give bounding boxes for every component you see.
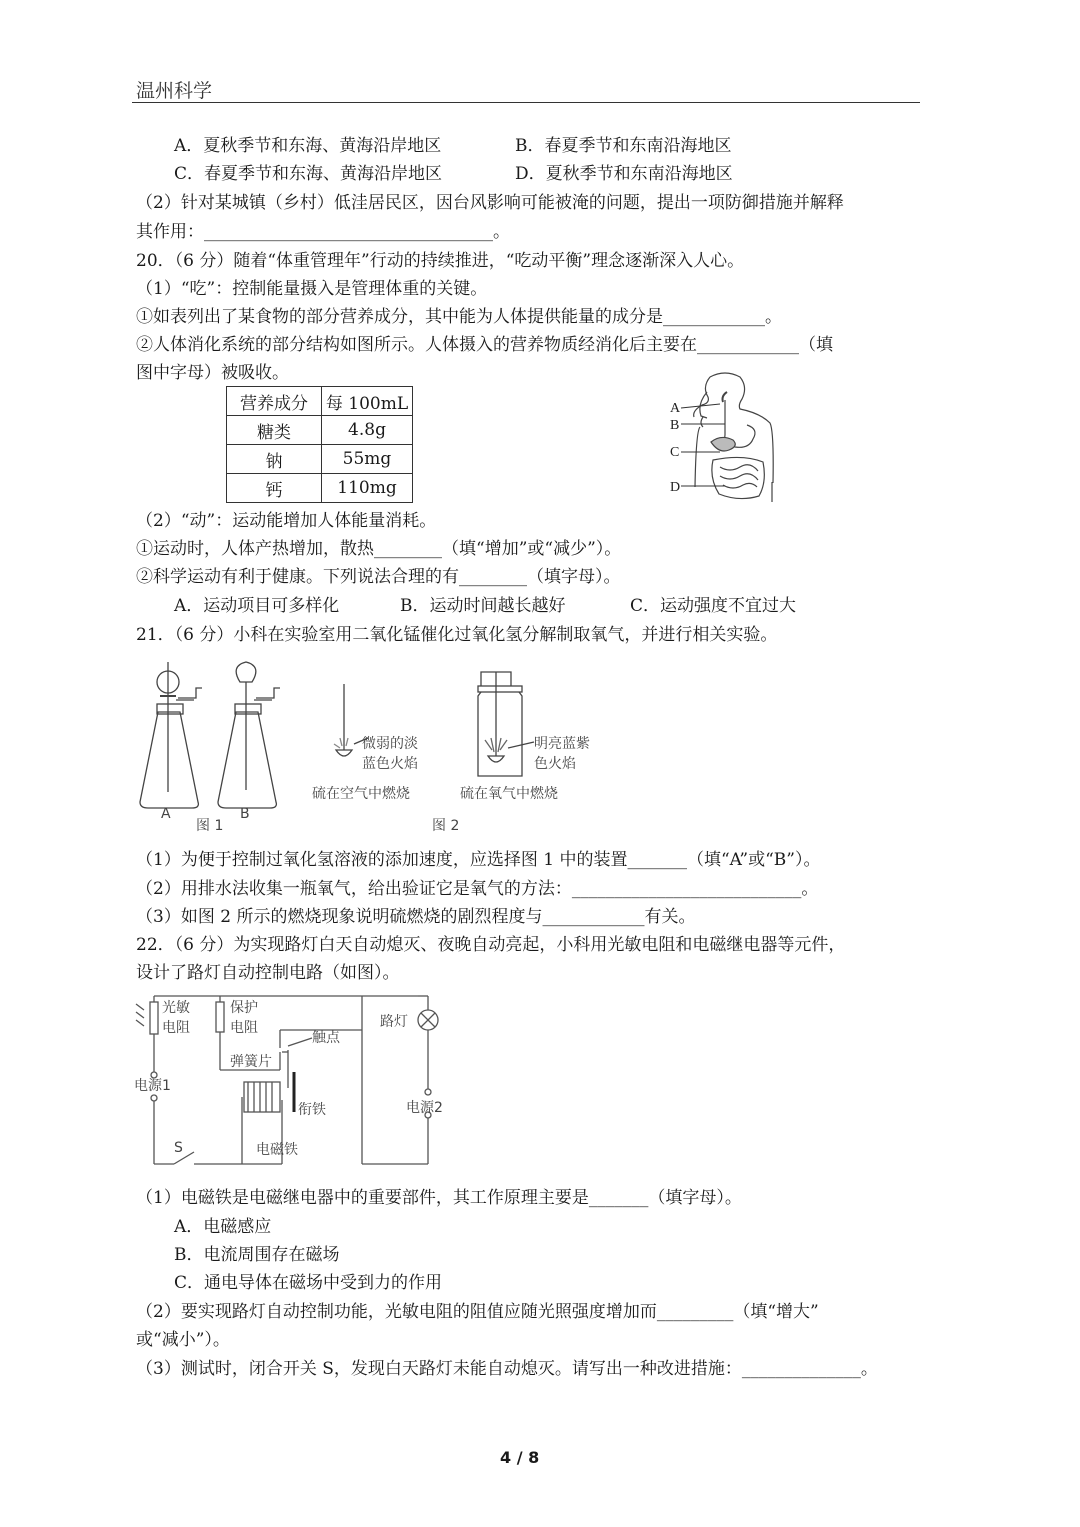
text-line: ①运动时，人体产热增加，散热________（填“增加”或“减少”）。 <box>136 539 622 559</box>
text-line: ②人体消化系统的部分结构如图所示。人体摄入的营养物质经消化后主要在____________（填 <box>136 335 833 355</box>
oxygen-flame-label-2: 色火焰 <box>534 756 576 772</box>
armature-label: 衔铁 <box>298 1102 326 1118</box>
header-divider <box>132 102 920 103</box>
text-line: 设计了路灯自动控制电路（如图）。 <box>136 963 400 983</box>
table-row <box>227 416 413 445</box>
text-line: 图中字母）被吸收。 <box>136 363 289 383</box>
text-line: （2）“动”：运动能增加人体能量消耗。 <box>136 511 437 531</box>
photoresistor-label-1: 光敏 <box>162 1000 190 1016</box>
text-line: B．运动时间越长越好 <box>400 596 566 616</box>
air-burn-caption: 硫在空气中燃烧 <box>312 786 410 802</box>
oxygen-flame-label-1: 明亮蓝紫 <box>534 736 590 752</box>
spring-label: 弹簧片 <box>230 1054 272 1070</box>
fig1-caption: 图 1 <box>196 818 224 834</box>
digestive-label-a: A <box>670 401 681 416</box>
oxygen-burn-caption: 硫在氧气中燃烧 <box>460 786 558 802</box>
lamp-label: 路灯 <box>380 1014 408 1030</box>
text-line: 21．（6 分）小科在实验室用二氧化锰催化过氧化氢分解制取氧气，并进行相关实验。 <box>136 625 778 645</box>
text-line: （1）“吃”：控制能量摄入是管理体重的关键。 <box>136 279 488 299</box>
relay-circuit-figure <box>132 990 442 1170</box>
table-cell: 钙 <box>227 474 322 503</box>
digestive-label-b: B <box>670 418 680 433</box>
text-line: C．春夏季节和东海、黄海沿岸地区 <box>174 164 443 184</box>
table-row <box>227 445 413 474</box>
text-line: 22．（6 分）为实现路灯白天自动熄灭、夜晚自动亮起，小科用光敏电阻和电磁继电器等元件， <box>136 935 846 955</box>
contact-label: 触点 <box>312 1030 340 1046</box>
table-cell: 钠 <box>227 445 322 474</box>
text-line: （3）测试时，闭合开关 S，发现白天路灯未能自动熄灭。请写出一种改进措施：______________。 <box>136 1359 878 1379</box>
table-cell: 营养成分 <box>227 387 322 416</box>
header-title: 温州科学 <box>136 80 213 102</box>
text-line: （2）要实现路灯自动控制功能，光敏电阻的阻值应随光照强度增加而_________（填“增大” <box>136 1302 819 1322</box>
flask-label-b: B <box>240 806 250 822</box>
text-line: （2）用排水法收集一瓶氧气，给出验证它是氧气的方法：___________________________。 <box>136 879 819 899</box>
text-line: （3）如图 2 所示的燃烧现象说明硫燃烧的剧烈程度与____________有关。 <box>136 907 696 927</box>
air-flame-label-2: 蓝色火焰 <box>362 756 418 772</box>
protect-resistor-label-1: 保护 <box>230 1000 258 1016</box>
text-line: B．电流周围存在磁场 <box>174 1245 340 1265</box>
text-line: （1）为便于控制过氧化氢溶液的添加速度，应选择图 1 中的装置_______（填“A”或“B”）。 <box>136 850 821 870</box>
digestive-label-c: C <box>670 445 680 460</box>
table-row <box>227 474 413 503</box>
table-header-row <box>227 387 413 416</box>
digestive-system-figure <box>665 372 785 512</box>
source2-label: 电源2 <box>406 1100 443 1116</box>
source1-label: 电源1 <box>134 1078 171 1094</box>
text-line: A．运动项目可多样化 <box>174 596 340 616</box>
photoresistor-label-2: 电阻 <box>162 1020 190 1036</box>
air-flame-label-1: 微弱的淡 <box>362 736 418 752</box>
text-line: A．电磁感应 <box>174 1217 272 1237</box>
page-number: 4 / 8 <box>500 1448 540 1467</box>
electromagnet-label: 电磁铁 <box>256 1142 298 1158</box>
flask-label-a: A <box>161 806 171 822</box>
protect-resistor-label-2: 电阻 <box>230 1020 258 1036</box>
text-line: （1）电磁铁是电磁继电器中的重要部件，其工作原理主要是_______（填字母）。 <box>136 1188 742 1208</box>
text-line: 其作用：__________________________________。 <box>136 222 510 242</box>
table-cell: 110mg <box>322 474 413 503</box>
digestive-label-d: D <box>670 480 681 495</box>
text-line: B．春夏季节和东南沿海地区 <box>515 136 732 156</box>
table-cell: 55mg <box>322 445 413 474</box>
text-line: （2）针对某城镇（乡村）低洼居民区，因台风影响可能被淹的问题，提出一项防御措施并解释 <box>136 193 844 213</box>
fig2-caption: 图 2 <box>432 818 460 834</box>
nutrition-table <box>226 386 413 503</box>
text-line: C．运动强度不宜过大 <box>630 596 797 616</box>
text-line: C．通电导体在磁场中受到力的作用 <box>174 1273 443 1293</box>
table-cell: 4.8g <box>322 416 413 445</box>
text-line: A．夏秋季节和东海、黄海沿岸地区 <box>174 136 442 156</box>
oxygen-apparatus-figure <box>136 652 616 842</box>
text-line: ①如表列出了某食物的部分营养成分，其中能为人体提供能量的成分是____________。 <box>136 307 782 327</box>
table-cell: 每 100mL <box>322 387 413 416</box>
text-line: D．夏秋季节和东南沿海地区 <box>515 164 733 184</box>
text-line: 或“减小”）。 <box>136 1330 230 1350</box>
table-cell: 糖类 <box>227 416 322 445</box>
text-line: ②科学运动有利于健康。下列说法合理的有________（填字母）。 <box>136 567 621 587</box>
text-line: 20．（6 分）随着“体重管理年”行动的持续推进，“吃动平衡”理念逐渐深入人心。 <box>136 251 745 271</box>
switch-label: S <box>174 1140 183 1156</box>
